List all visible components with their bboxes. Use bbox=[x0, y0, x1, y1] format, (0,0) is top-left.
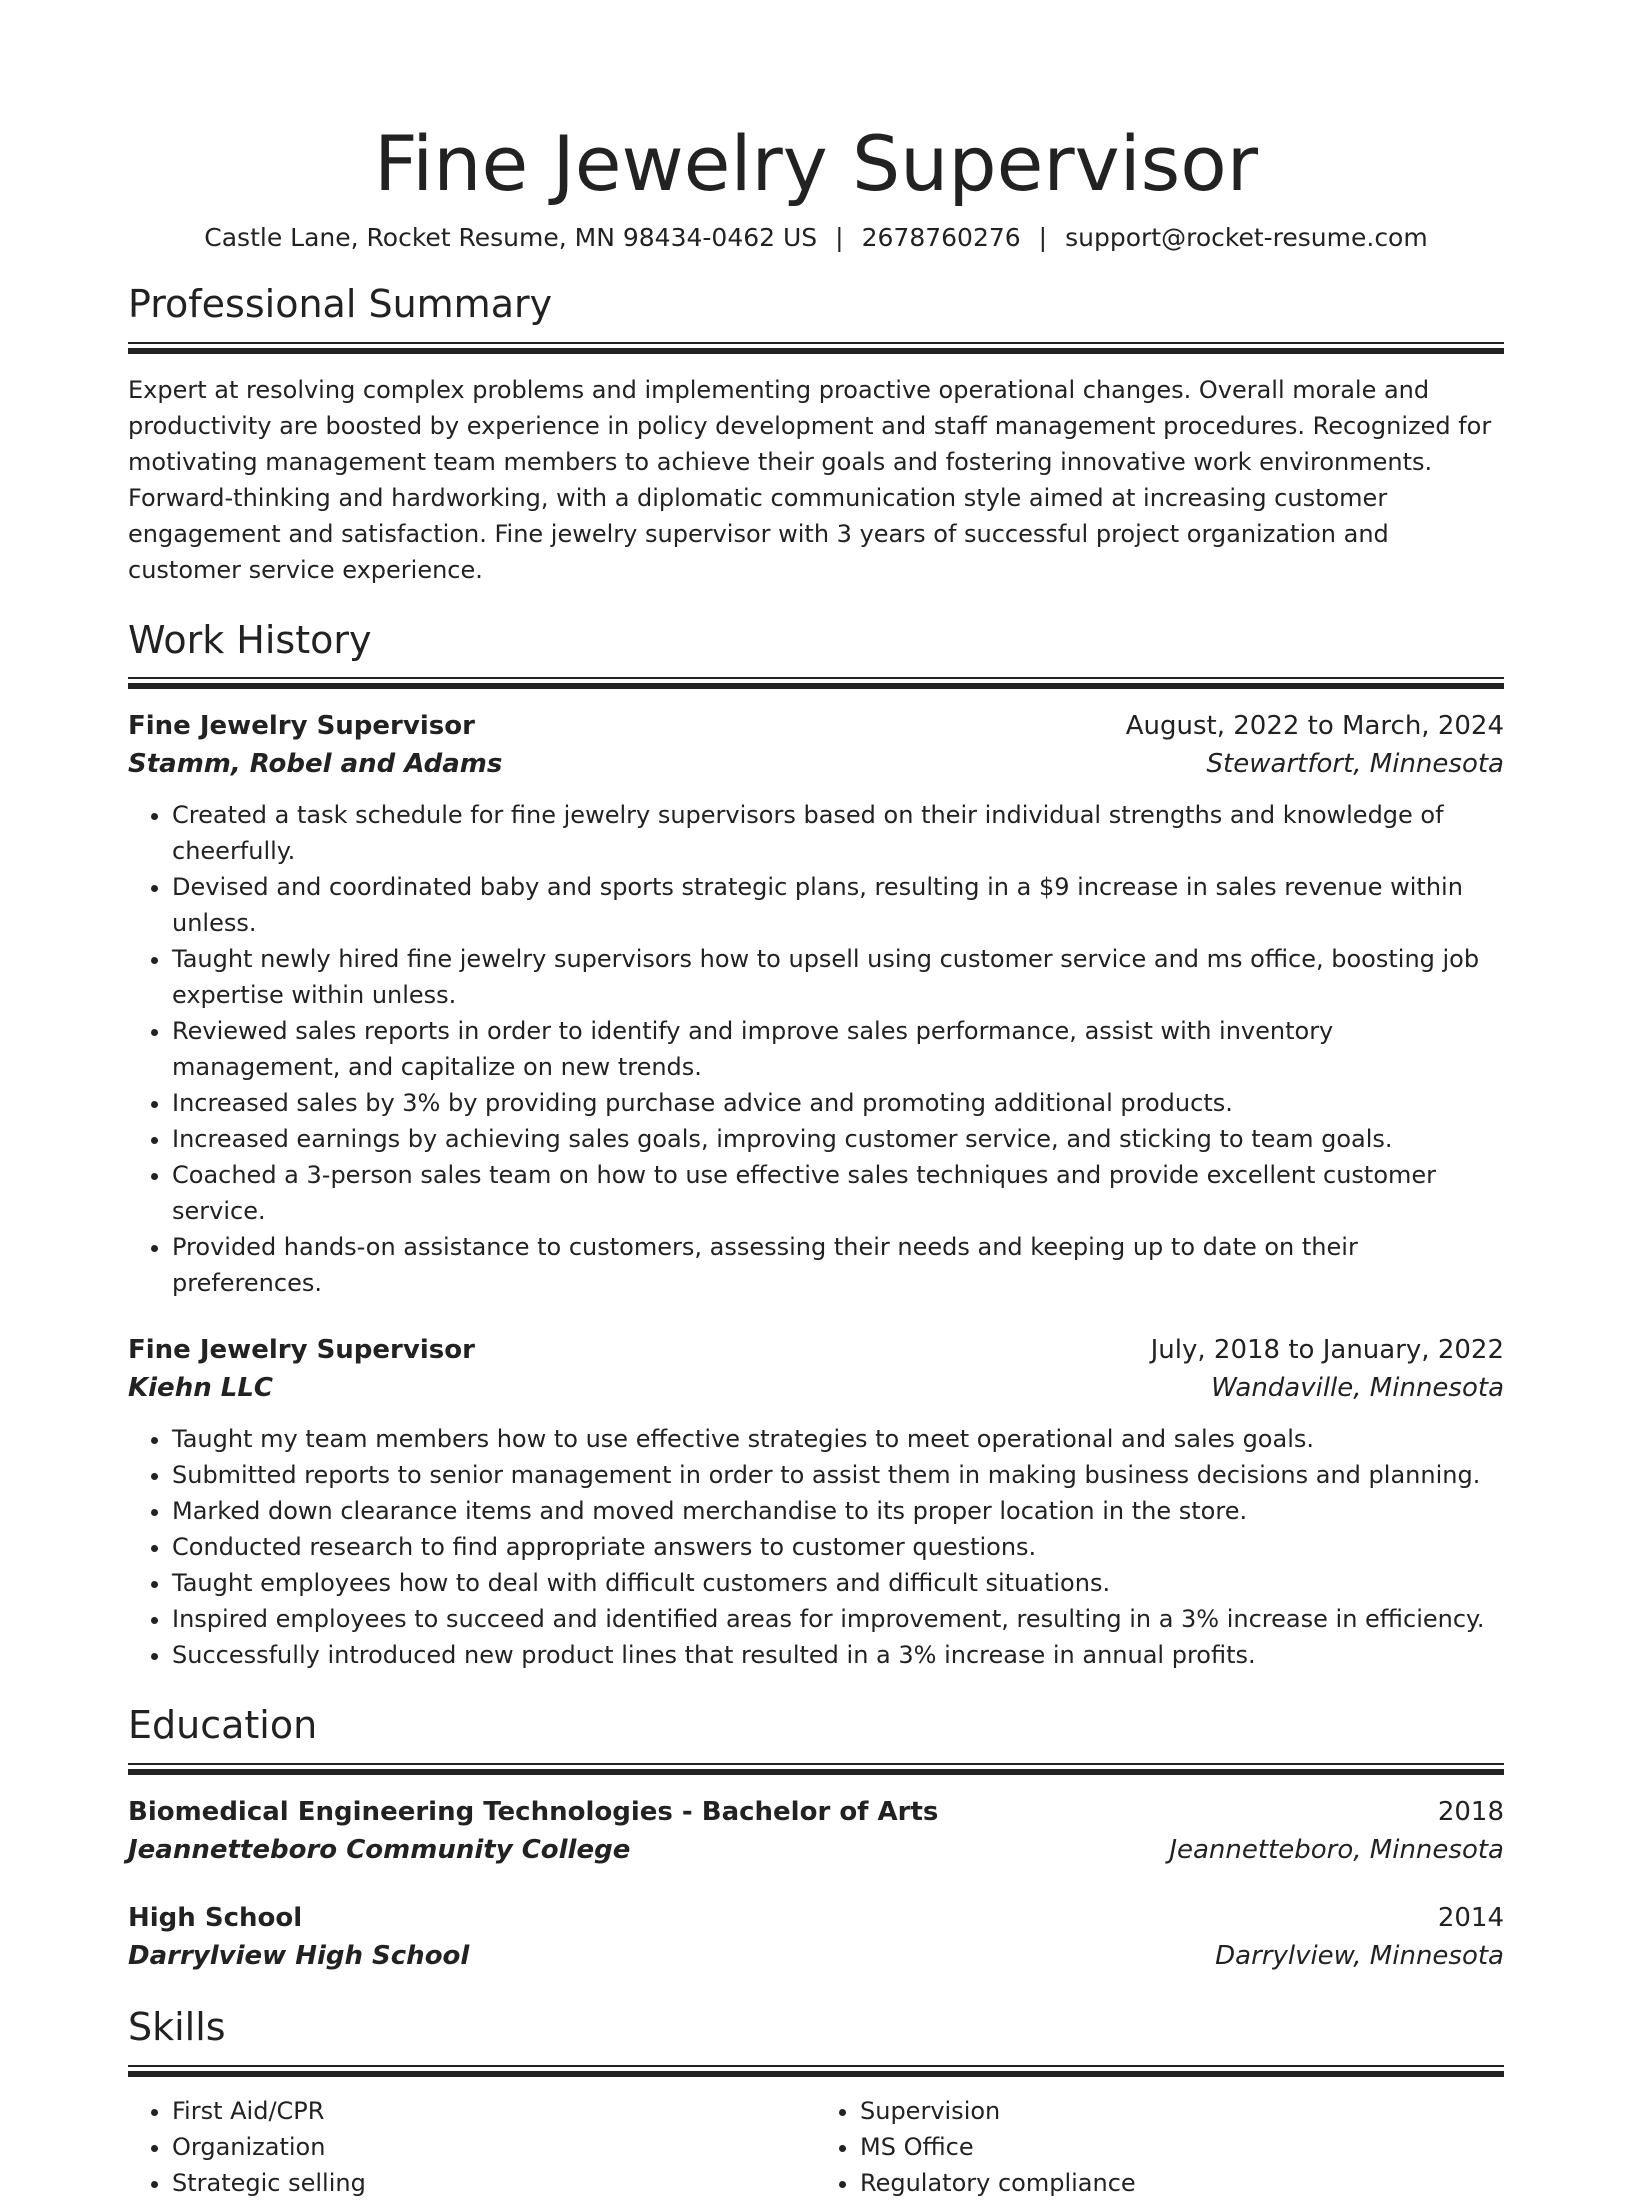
job-bullet: • Increased earnings by achieving sales goals, improving customer service, and sticking to team goals. bbox=[172, 1121, 1504, 1157]
job-bullet: • Submitted reports to senior management in order to assist them in making business decisions and planning. bbox=[172, 1457, 1504, 1493]
education-year: 2014 bbox=[1437, 1902, 1504, 1933]
contact-separator: | bbox=[835, 223, 844, 253]
job-bullet: • Provided hands-on assistance to customers, assessing their needs and keeping up to date on their preferences. bbox=[172, 1229, 1504, 1301]
section-divider bbox=[128, 2065, 1504, 2077]
job-location: Wandaville, Minnesota bbox=[1211, 1373, 1504, 1404]
education-degree: Biomedical Engineering Technologies - Bachelor of Arts bbox=[128, 1796, 939, 1827]
job-bullet: • Inspired employees to succeed and identified areas for improvement, resulting in a 3% increase in efficiency. bbox=[172, 1601, 1504, 1637]
education-school-row bbox=[128, 1831, 1504, 1869]
skill-item: • Strategic selling bbox=[172, 2165, 816, 2201]
contact-address: Castle Lane, Rocket Resume, MN 98434-0462 US bbox=[204, 223, 818, 253]
job-bullet: • Marked down clearance items and moved merchandise to its proper location in the store. bbox=[172, 1493, 1504, 1529]
job-bullet: • Devised and coordinated baby and sports strategic plans, resulting in a $9 increase in sales revenue within unless. bbox=[172, 869, 1504, 941]
job-title: Fine Jewelry Supervisor bbox=[128, 711, 475, 742]
skill-item: • MS Office bbox=[860, 2129, 1504, 2165]
job-bullet: • Created a task schedule for fine jewelry supervisors based on their individual strengths and knowledge of cheerfully. bbox=[172, 797, 1504, 869]
job-bullets bbox=[128, 1421, 1504, 1673]
job-bullet: • Reviewed sales reports in order to identify and improve sales performance, assist with inventory management, and capitalize on new trends. bbox=[172, 1013, 1504, 1085]
education-header-row bbox=[128, 1899, 1504, 1937]
education-section bbox=[128, 1703, 1504, 1975]
education-header-row bbox=[128, 1793, 1504, 1831]
summary-text: Expert at resolving complex problems and implementing proactive operational changes. Overall morale and productivity are boosted by experience in policy development and staff management procedures. Recognized for motivating management team members to achieve their goals and fostering innovative work environments. Forward-thinking and hardworking, with a diplomatic communication style aimed at increasing customer engagement and satisfaction. Fine jewelry supervisor with 3 years of successful project organization and customer service experience. bbox=[128, 375, 1492, 584]
skill-item: • Supervision bbox=[860, 2093, 1504, 2129]
job-dates: August, 2022 to March, 2024 bbox=[1125, 711, 1504, 742]
contact-line bbox=[128, 223, 1504, 252]
skills-heading: Skills bbox=[128, 2004, 226, 2049]
job-entry bbox=[128, 707, 1504, 1301]
job-bullets bbox=[128, 797, 1504, 1301]
contact-phone: 2678760276 bbox=[861, 223, 1021, 253]
contact-email: support@rocket-resume.com bbox=[1065, 223, 1428, 253]
resume-title: Fine Jewelry Supervisor bbox=[373, 119, 1259, 208]
education-entry bbox=[128, 1899, 1504, 1975]
education-degree: High School bbox=[128, 1902, 303, 1933]
education-year: 2018 bbox=[1437, 1796, 1504, 1827]
job-company: Kiehn LLC bbox=[128, 1373, 273, 1404]
summary-section bbox=[128, 282, 1504, 588]
skill-item: • Organization bbox=[172, 2129, 816, 2165]
skills-left-list bbox=[128, 2093, 816, 2201]
skill-item: • First Aid/CPR bbox=[172, 2093, 816, 2129]
work-history-heading: Work History bbox=[128, 617, 372, 662]
education-school: Jeannetteboro Community College bbox=[128, 1834, 631, 1865]
skill-item: • Regulatory compliance bbox=[860, 2165, 1504, 2201]
job-bullet: • Successfully introduced new product lines that resulted in a 3% increase in annual profits. bbox=[172, 1637, 1504, 1673]
education-heading: Education bbox=[128, 1703, 318, 1748]
job-bullet: • Taught my team members how to use effective strategies to meet operational and sales goals. bbox=[172, 1421, 1504, 1457]
job-company: Stamm, Robel and Adams bbox=[128, 749, 503, 780]
education-location: Jeannetteboro, Minnesota bbox=[1169, 1834, 1504, 1865]
job-dates: July, 2018 to January, 2022 bbox=[1150, 1335, 1504, 1366]
education-school: Darrylview High School bbox=[128, 1940, 470, 1971]
job-company-row bbox=[128, 1369, 1504, 1407]
summary-heading: Professional Summary bbox=[128, 282, 553, 327]
work-history-section bbox=[128, 618, 1504, 1674]
job-bullet: • Increased sales by 3% by providing purchase advice and promoting additional products. bbox=[172, 1085, 1504, 1121]
job-location: Stewartfort, Minnesota bbox=[1206, 749, 1504, 780]
section-divider bbox=[128, 677, 1504, 689]
job-title: Fine Jewelry Supervisor bbox=[128, 1335, 475, 1366]
education-school-row bbox=[128, 1937, 1504, 1975]
job-header-row bbox=[128, 1331, 1504, 1369]
contact-separator: | bbox=[1038, 223, 1048, 253]
section-divider bbox=[128, 1763, 1504, 1775]
section-divider bbox=[128, 342, 1504, 354]
education-location: Darrylview, Minnesota bbox=[1215, 1940, 1504, 1971]
skills-section bbox=[128, 2005, 1504, 2201]
job-header-row bbox=[128, 707, 1504, 745]
education-entry bbox=[128, 1793, 1504, 1869]
skills-right-list bbox=[816, 2093, 1504, 2201]
job-company-row bbox=[128, 745, 1504, 783]
job-bullet: • Taught employees how to deal with difficult customers and difficult situations. bbox=[172, 1565, 1504, 1601]
job-bullet: • Taught newly hired fine jewelry supervisors how to upsell using customer service and ms office, boosting job expertise within unless. bbox=[172, 941, 1504, 1013]
skills-columns bbox=[128, 2093, 1504, 2201]
job-entry bbox=[128, 1331, 1504, 1673]
job-bullet: • Conducted research to find appropriate answers to customer questions. bbox=[172, 1529, 1504, 1565]
job-bullet: • Coached a 3-person sales team on how to use effective sales techniques and provide excellent customer service. bbox=[172, 1157, 1504, 1229]
